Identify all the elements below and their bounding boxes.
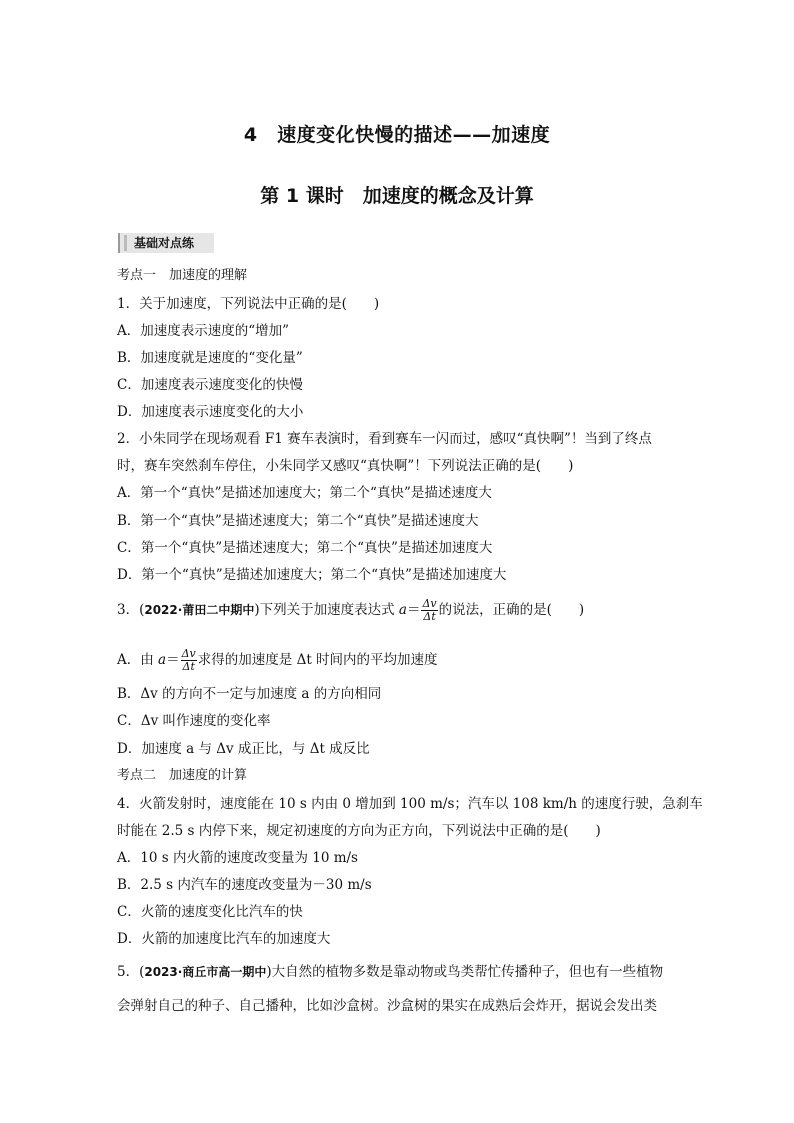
q3-stem-mid: 下列关于加速度表达式 xyxy=(259,602,399,618)
q1-option-a: A．加速度表示速度的“增加” xyxy=(117,323,290,339)
lesson-title: 4 速度变化快慢的描述——加速度 xyxy=(243,124,551,146)
q5-source: 商丘市高一期中 xyxy=(182,965,267,979)
q3-frac-den: Δt xyxy=(423,610,436,623)
q2-option-c: C．第一个“真快”是描述速度大；第二个“真快”是描述加速度大 xyxy=(117,540,493,556)
q3-frac-num: Δv xyxy=(422,597,437,610)
q1-stem: 1．关于加速度，下列说法中正确的是( ) xyxy=(117,296,380,312)
q3-a-post: 求得的加速度是 Δt 时间内的平均加速度 xyxy=(197,652,438,668)
lesson-subtitle: 第 1 课时 加速度的概念及计算 xyxy=(260,185,534,207)
q3-eq: ＝ xyxy=(406,602,421,618)
q5-source-year: 2023· xyxy=(144,965,183,979)
q4-option-c: C．火箭的速度变化比汽车的快 xyxy=(117,904,303,920)
q3-var-a: a xyxy=(398,602,407,618)
q3-option-d: D．加速度 a 与 Δv 成正比，与 Δt 成反比 xyxy=(117,741,370,757)
q1-option-b: B．加速度就是速度的“变化量” xyxy=(117,350,303,366)
badge-bar-icon xyxy=(124,235,127,251)
q5-source-close: ) xyxy=(266,964,272,980)
section-badge xyxy=(118,233,214,253)
q4-option-d: D．火箭的加速度比汽车的加速度大 xyxy=(117,931,331,947)
q3-a-fraction xyxy=(181,648,197,673)
q4-option-a: A．10 s 内火箭的速度改变量为 10 m/s xyxy=(117,850,358,866)
topic-heading-2: 考点二 加速度的计算 xyxy=(117,768,248,783)
q4-option-b: B．2.5 s 内汽车的速度改变量为－30 m/s xyxy=(117,877,372,893)
q3-a-eq: ＝ xyxy=(166,652,180,668)
topic-heading-1: 考点一 加速度的理解 xyxy=(117,268,248,283)
q5-stem-line1 xyxy=(117,963,663,981)
q2-option-b: B．第一个“真快”是描述速度大；第二个“真快”是描述速度大 xyxy=(117,513,479,529)
q1-option-c: C．加速度表示速度变化的快慢 xyxy=(117,377,303,393)
q4-stem-line1: 4．火箭发射时，速度能在 10 s 内由 0 增加到 100 m/s；汽车以 108 km/h 的速度行驶，急刹车 xyxy=(117,796,703,812)
q3-a-frac-num: Δv xyxy=(181,647,196,660)
q3-option-c: C．Δv 叫作速度的变化率 xyxy=(117,713,271,729)
q3-stem-end: 的说法，正确的是( ) xyxy=(438,602,585,618)
q3-source: 莆田二中期中 xyxy=(182,603,255,617)
q3-option-a xyxy=(117,648,438,673)
q2-stem-line1: 2．小朱同学在现场观看 F1 赛车表演时，看到赛车一闪而过，感叹“真快啊”！当到了终点 xyxy=(117,431,652,447)
q3-number: 3．( xyxy=(117,602,145,618)
q3-a-frac-den: Δt xyxy=(182,660,195,673)
q2-option-a: A．第一个“真快”是描述加速度大；第二个“真快”是描述速度大 xyxy=(117,485,492,501)
q5-number: 5．( xyxy=(117,964,145,980)
q3-a-pre: A．由 xyxy=(117,652,159,668)
q3-option-b: B．Δv 的方向不一定与加速度 a 的方向相同 xyxy=(117,686,382,702)
q5-stem-text: 大自然的植物多数是靠动物或鸟类帮忙传播种子，但也有一些植物 xyxy=(271,964,664,980)
q3-a-var: a xyxy=(158,652,167,668)
section-badge-label: 基础对点练 xyxy=(134,236,195,250)
q5-stem-line2: 会弹射自己的种子、自己播种，比如沙盒树。沙盒树的果实在成熟后会炸开，据说会发出类 xyxy=(117,998,657,1014)
q2-option-d: D．第一个“真快”是描述加速度大；第二个“真快”是描述加速度大 xyxy=(117,567,507,583)
q3-source-close: ) xyxy=(254,602,260,618)
q1-option-d: D．加速度表示速度变化的大小 xyxy=(117,404,304,420)
q3-source-year: 2022· xyxy=(144,603,183,617)
q3-stem xyxy=(117,598,584,623)
q2-stem-line2: 时，赛车突然刹车停住，小朱同学又感叹“真快啊”！下列说法正确的是( ) xyxy=(117,458,574,474)
q4-stem-line2: 时能在 2.5 s 内停下来，规定初速度的方向为正方向，下列说法中正确的是( ) xyxy=(117,823,601,839)
q3-fraction xyxy=(421,598,437,623)
